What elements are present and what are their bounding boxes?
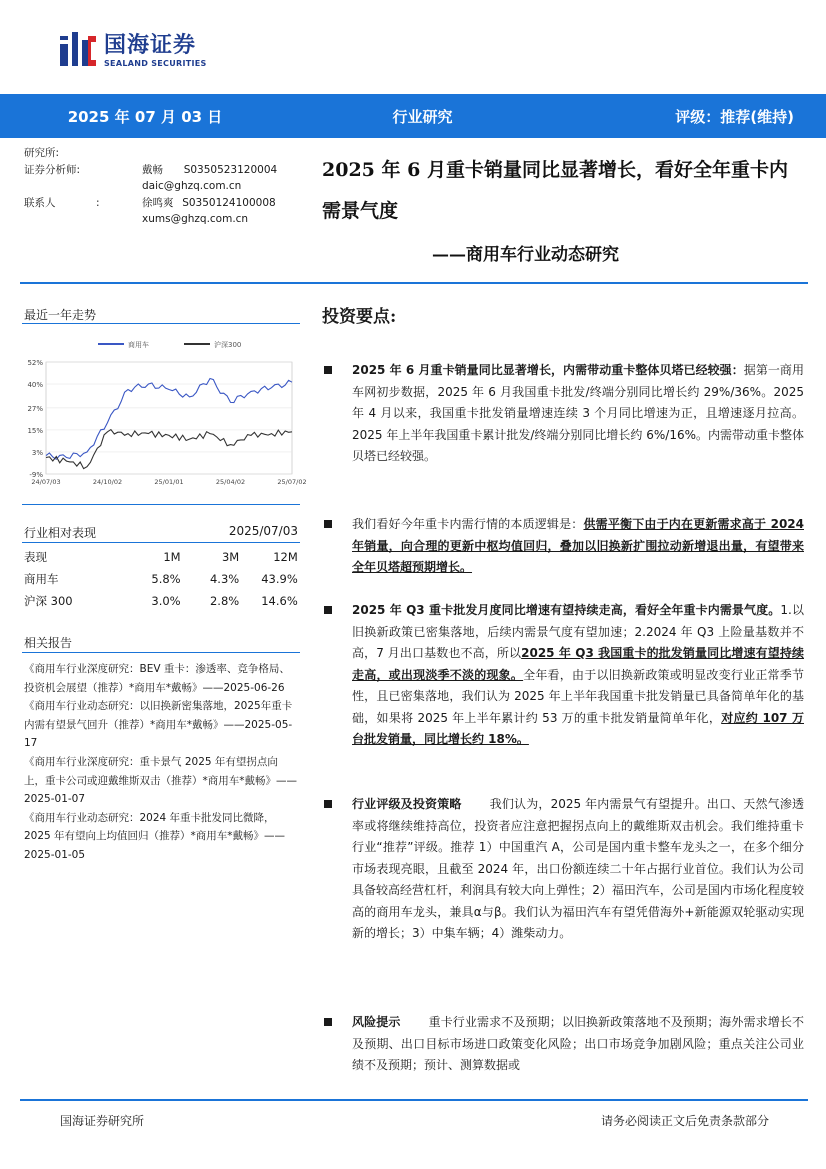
relative-divider <box>22 542 300 543</box>
table-header-row <box>24 546 298 568</box>
point-1-text: 据第一商用车网初步数据，2025 年 6 月我国重卡批发/终端分别同比增长约 29%/36%。2025 年 4 月以来，我国重卡批发销量增速连续 3 个月同比增速为正，且增速逐月拉高。2025 年上半年我国重卡累计批发/终端分别同比增长约 6%/16%。内需带动重卡整体贝塔已经较强。 <box>352 363 804 463</box>
table-cell: 5.8% <box>151 572 181 586</box>
trend-chart <box>22 326 307 496</box>
main-heading: 投资要点: <box>322 307 397 327</box>
bullet-square-icon <box>324 366 332 374</box>
contact-id: S0350124100008 <box>182 196 276 209</box>
relative-table <box>24 546 298 612</box>
y-tick-label: 15% <box>27 426 43 435</box>
contact-name: 徐鸣爽 <box>142 196 174 209</box>
table-cell: 3.0% <box>151 594 181 608</box>
trend-divider <box>22 323 300 324</box>
table-row <box>24 568 298 590</box>
sealand-logo-icon <box>58 30 98 70</box>
contact-email: xums@ghzq.com.cn <box>142 213 249 225</box>
x-tick-label: 25/07/02 <box>277 478 307 486</box>
x-tick-label: 25/04/02 <box>215 478 246 486</box>
bullet-square-icon <box>324 800 332 808</box>
chart-plot-frame <box>46 362 292 474</box>
point-3-text-1: 1.以旧换新政策已密集落地，后续内需景气度有望加速；2.2024 年 Q3 上险量基数并不高，7 月出口基数也不高，所以 <box>352 603 804 660</box>
brand-name-en: SEALAND SECURITIES <box>104 58 207 68</box>
trend-title: 最近一年走势 <box>24 308 97 322</box>
list-item: 《商用车行业深度研究：重卡景气 2025 年有望拐点向上，重卡公司或迎戴维斯双击（推荐）*商用车*戴畅》——2025-01-07 <box>24 755 297 806</box>
point-3-underlined-2: 对应约 107 万台批发销量，同比增长约 18%。 <box>352 710 804 746</box>
table-cell: 商用车 <box>24 572 59 586</box>
institute-label: 研究所: <box>24 147 60 159</box>
y-tick-label: 27% <box>27 404 43 413</box>
y-tick-label: 40% <box>27 381 43 390</box>
table-row <box>24 590 298 612</box>
report-subtitle: ——商用车行业动态研究 <box>432 245 619 265</box>
relative-header <box>24 524 298 541</box>
brand-logo <box>58 30 207 70</box>
reports-divider <box>22 652 300 653</box>
bullet-square-icon <box>324 1018 332 1026</box>
table-header: 12M <box>273 550 298 564</box>
footer-institute: 国海证券研究所 <box>60 1114 145 1128</box>
reports-list <box>24 660 298 865</box>
table-cell: 沪深 300 <box>24 594 73 608</box>
contact-label: 联系人 <box>24 196 56 209</box>
analyst-name: 戴畅 <box>142 163 163 176</box>
point-3-text-2: 全年看，由于以旧换新政策或明显改变行业正常季节性，且已密集落地，我们认为 2025 年上半年我国重卡批发销量已具备简单年化的基础，如果将 2025 年上半年累计约 53 万的重卡批发销量简单年化， <box>352 667 804 725</box>
list-item: 《商用车行业深度研究：BEV 重卡：渗透率、竞争格局、投资机会展望（推荐）*商用车*戴畅》——2025-06-26 <box>24 663 290 694</box>
x-tick-label: 25/01/01 <box>154 478 184 486</box>
list-item: 《商用车行业动态研究：2024 年重卡批发同比微降，2025 年有望向上均值回归（推荐）*商用车*戴畅》——2025-01-05 <box>24 811 286 861</box>
relative-title: 行业相对表现 <box>24 526 97 540</box>
table-cell: 43.9% <box>261 572 298 586</box>
point-2-underlined: 供需平衡下由于内在更新需求高于 2024 年销量，向合理的更新中枢均值回归，叠加以旧换新扩围拉动新增退出量，有望带来全年贝塔超预期增长。 <box>352 517 804 574</box>
reports-title: 相关报告 <box>24 636 73 650</box>
bullet-square-icon <box>324 520 332 528</box>
header-band <box>0 94 826 138</box>
contacts-block <box>24 145 304 228</box>
point-2-text: 我们看好今年重卡内需行情的本质逻辑是： <box>352 517 584 531</box>
table-header: 3M <box>221 550 240 564</box>
brand-name-cn: 国海证券 <box>104 32 197 58</box>
legend-label: 沪深300 <box>214 341 242 349</box>
point-5-text: 重卡行业需求不及预期；以旧换新政策落地不及预期；海外需求增长不及预期、出口目标市场进口政策变化风险；出口市场竞争加剧风险；重点关注公司业绩不及预期；预计、测算数据或 <box>352 1015 804 1072</box>
report-title: 2025 年 6 月重卡销量同比显著增长，看好全年重卡内需景气度 <box>322 159 788 222</box>
series-line-0 <box>46 379 292 460</box>
point-3-underlined-1: 2025 年 Q3 我国重卡的批发销量同比增速有望持续走高，或出现淡季不淡的现象。 <box>352 646 804 682</box>
point-3-lead: 2025 年 Q3 重卡批发月度同比增速有望持续走高，看好全年重卡内需景气度。 <box>352 603 781 617</box>
y-tick-label: 3% <box>31 448 43 457</box>
analyst-id: S0350523120004 <box>183 163 278 176</box>
analyst-label: 证券分析师: <box>24 163 81 176</box>
report-category: 行业研究 <box>392 107 453 126</box>
table-header: 1M <box>163 550 181 564</box>
table-cell: 2.8% <box>209 594 240 608</box>
point-4-text: 我们认为，2025 年内需景气有望提升。出口、天然气渗透率或将继续维持高位，投资者应注意把握拐点向上的戴维斯双击机会。我们维持重卡行业“推荐”评级。推荐 1）中国重汽 A，公司是国内重卡整车龙头之一，在多个细分市场表现亮眼，且截至 2024 年，出口份额连续二十年占据行业首位。我们认为公司具备较高经营杠杆，利润具有较大向上弹性；2）福田汽车，公司是国内市场化程度较高的商用车龙头，兼具α与β。我们认为福田汽车有望凭借海外+新能源双轮驱动实现新的增长；3）中集车辆；4）潍柴动力。 <box>352 797 804 940</box>
table-header: 表现 <box>24 550 47 564</box>
table-cell: 14.6% <box>261 594 298 608</box>
x-tick-label: 24/07/03 <box>31 478 61 486</box>
bullet-square-icon <box>324 606 332 614</box>
point-4-lead: 行业评级及投资策略 <box>352 797 462 811</box>
top-divider <box>20 282 808 284</box>
footer-disclaimer: 请务必阅读正文后免责条款部分 <box>600 1114 769 1128</box>
bottom-divider <box>20 1099 808 1101</box>
y-tick-label: -9% <box>29 471 43 479</box>
point-5-lead: 风险提示 <box>352 1015 401 1029</box>
y-tick-label: 52% <box>27 359 43 367</box>
trend-bottom-divider <box>22 504 300 505</box>
point-1-lead: 2025 年 6 月重卡销量同比显著增长，内需带动重卡整体贝塔已经较强： <box>352 363 744 377</box>
report-rating: 评级：推荐(维持) <box>675 107 794 126</box>
list-item: 《商用车行业动态研究：以旧换新密集落地，2025年重卡内需有望景气回升（推荐）*商用车*戴畅》——2025-05-17 <box>24 700 293 750</box>
contact-colon: : <box>96 196 100 209</box>
x-tick-label: 24/10/02 <box>92 478 123 486</box>
series-line-1 <box>46 430 292 469</box>
table-cell: 4.3% <box>209 572 240 586</box>
legend-label: 商用车 <box>128 341 149 349</box>
report-date: 2025 年 07 月 03 日 <box>67 107 223 126</box>
relative-date: 2025/07/03 <box>228 524 298 538</box>
analyst-email: daic@ghzq.com.cn <box>142 180 242 192</box>
